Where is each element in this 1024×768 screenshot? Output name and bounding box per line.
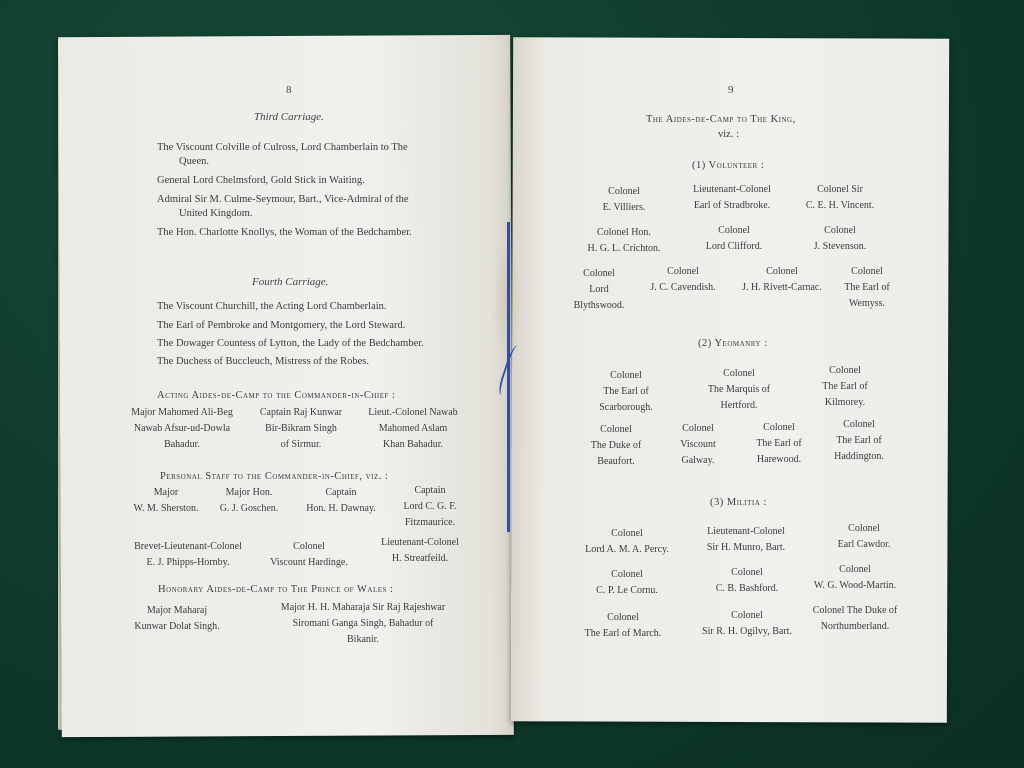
third-carriage-line: General Lord Chelmsford, Gold Stick in Waiting. xyxy=(157,175,365,186)
personal-staff-entry: Colonel Viscount Hardinge. xyxy=(270,541,348,568)
personal-staff-entry: Captain Lord C. G. F. Fitzmaurice. xyxy=(403,485,457,528)
yeomanry-entry: Colonel The Earl of Scarborough. xyxy=(599,370,653,413)
militia-entry: Colonel Sir R. H. Ogilvy, Bart. xyxy=(702,610,792,637)
personal-staff-entry: Captain Hon. H. Dawnay. xyxy=(306,487,376,514)
third-carriage-line: United Kingdom. xyxy=(179,208,253,219)
militia-heading: (3) Militia : xyxy=(710,497,767,508)
militia-entry: Colonel Lord A. M. A. Percy. xyxy=(585,528,669,555)
militia-entry: Lieutenant-Colonel Sir H. Munro, Bart. xyxy=(706,526,786,553)
militia-entry: Colonel The Earl of March. xyxy=(584,612,662,639)
fourth-carriage-line: The Viscount Churchill, the Acting Lord Chamberlain. xyxy=(157,301,387,312)
volunteer-entry: Colonel J. C. Cavendish. xyxy=(650,266,716,293)
fourth-carriage-line: The Dowager Countess of Lytton, the Lady of the Bedchamber. xyxy=(157,338,424,349)
fourth-carriage-heading: Fourth Carriage. xyxy=(252,276,329,288)
acting-adc-heading: Acting Aides-de-Camp to the Commander-in-Chief : xyxy=(157,390,396,401)
militia-entry: Colonel C. B. Bashford. xyxy=(715,567,779,594)
third-carriage-line: Admiral Sir M. Culme-Seymour, Bart., Vice-Admiral of the xyxy=(157,194,409,205)
honorary-adc-entry: Major Maharaj Kunwar Dolat Singh. xyxy=(134,605,220,632)
honorary-adc-heading: Honorary Aides-de-Camp to The Prince of Wales : xyxy=(158,584,394,595)
volunteer-heading: (1) Volunteer : xyxy=(692,160,765,171)
yeomanry-heading: (2) Yeomanry : xyxy=(698,338,768,349)
militia-entry: Colonel W. G. Wood-Martin. xyxy=(813,564,897,591)
militia-entry: Colonel Earl Cawdor. xyxy=(837,523,891,550)
volunteer-entry: Colonel Lord Clifford. xyxy=(705,225,763,252)
yeomanry-entry: Colonel The Earl of Kilmorey. xyxy=(822,365,868,408)
volunteer-entry: Colonel E. Villiers. xyxy=(602,186,646,213)
yeomanry-entry: Colonel The Earl of Haddington. xyxy=(834,419,884,462)
acting-adc-entry: Captain Raj Kunwar Bir-Bikram Singh of Sirmur. xyxy=(259,407,343,450)
page-number-left: 8 xyxy=(286,84,292,96)
yeomanry-entry: Colonel Viscount Galway. xyxy=(680,423,716,466)
personal-staff-entry: Major W. M. Sherston. xyxy=(133,487,199,514)
volunteer-entry: Colonel Lord Blythswood. xyxy=(573,268,625,311)
page-number-right: 9 xyxy=(728,84,734,96)
personal-staff-entry: Lieutenant-Colonel H. Streatfeild. xyxy=(381,537,459,564)
third-carriage-line: The Hon. Charlotte Knollys, the Woman of the Bedchamber. xyxy=(157,227,412,238)
right-page-title: The Aides-de-Camp to The King, xyxy=(646,114,796,125)
fourth-carriage-line: The Duchess of Buccleuch, Mistress of the Robes. xyxy=(157,356,369,367)
third-carriage-line: The Viscount Colville of Culross, Lord Chamberlain to The xyxy=(157,142,408,153)
personal-staff-heading: Personal Staff to the Commander-in-Chief, viz. : xyxy=(160,471,389,482)
yeomanry-entry: Colonel The Earl of Harewood. xyxy=(756,422,802,465)
volunteer-entry: Colonel J. Stevenson. xyxy=(813,225,867,252)
militia-entry: Colonel The Duke of Northumberland. xyxy=(812,605,898,632)
personal-staff-entry: Brevet-Lieutenant-Colonel E. J. Phipps-Hornby. xyxy=(134,541,242,568)
acting-adc-entry: Lieut.-Colonel Nawab Mahomed Aslam Khan Bahadur. xyxy=(368,407,458,450)
volunteer-entry: Colonel The Earl of Wemyss. xyxy=(844,266,890,309)
yeomanry-entry: Colonel The Marquis of Hertford. xyxy=(707,368,771,411)
personal-staff-entry: Major Hon. G. J. Goschen. xyxy=(219,487,279,514)
acting-adc-entry: Major Mahomed Ali-Beg Nawab Afsur-ud-Dowla Bahadur. xyxy=(131,407,233,450)
volunteer-entry: Colonel Hon. H. G. L. Crichton. xyxy=(587,227,661,254)
volunteer-entry: Lieutenant-Colonel Earl of Stradbroke. xyxy=(693,184,771,211)
fourth-carriage-line: The Earl of Pembroke and Montgomery, the Lord Steward. xyxy=(157,320,406,331)
third-carriage-line: Queen. xyxy=(179,156,210,167)
yeomanry-entry: Colonel The Duke of Beaufort. xyxy=(590,424,642,467)
militia-entry: Colonel C. P. Le Cornu. xyxy=(596,569,658,596)
third-carriage-heading: Third Carriage. xyxy=(254,111,324,123)
honorary-adc-entry: Major H. H. Maharaja Sir Raj Rajeshwar Siromani Ganga Singh, Bahadur of Bikanir. xyxy=(280,602,446,645)
volunteer-entry: Colonel Sir C. E. H. Vincent. xyxy=(805,184,875,211)
right-page-subtitle: viz. : xyxy=(718,129,739,140)
volunteer-entry: Colonel J. H. Rivett-Carnac. xyxy=(742,266,822,293)
